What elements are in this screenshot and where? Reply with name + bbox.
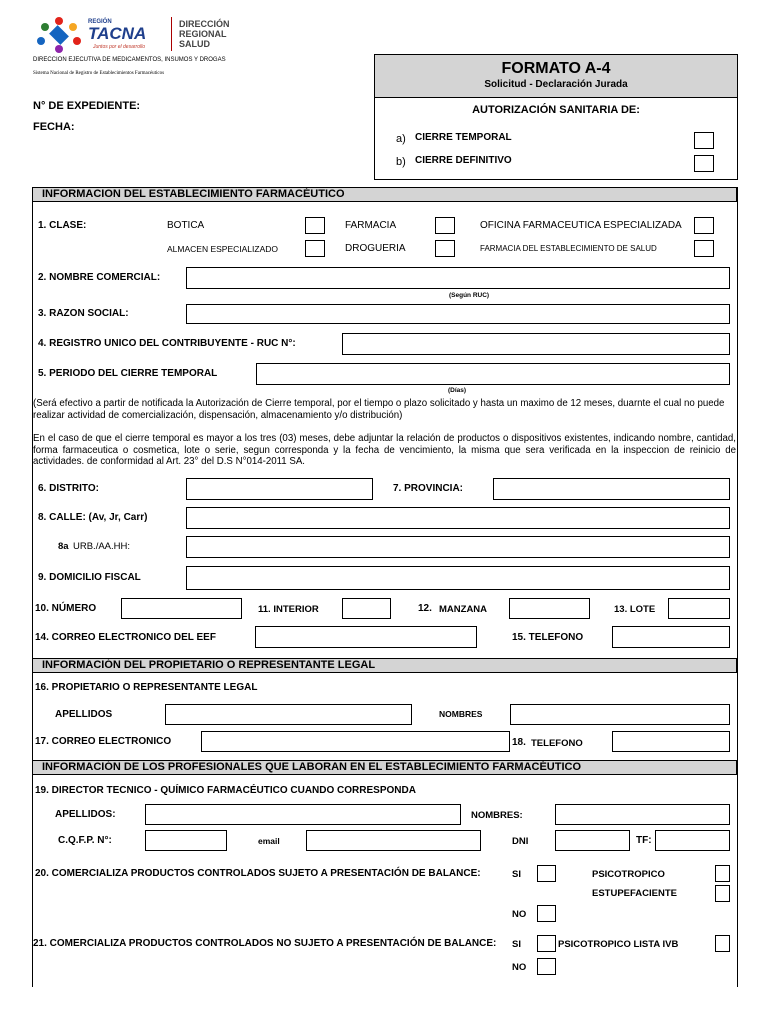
urb-input[interactable] xyxy=(186,536,730,558)
nombres-dt-label: NOMBRES: xyxy=(471,810,523,821)
oficina-checkbox[interactable] xyxy=(694,217,714,234)
manzana-input[interactable] xyxy=(509,598,590,619)
provincia-label: 7. PROVINCIA: xyxy=(393,483,464,494)
q20-psico-checkbox[interactable] xyxy=(715,865,730,882)
logo-name: TACNA xyxy=(88,24,147,43)
domicilio-input[interactable] xyxy=(186,566,730,590)
cqfp-label: C.Q.F.P. N°: xyxy=(58,835,112,846)
q21-no-label: NO xyxy=(512,962,527,973)
q21-psico-ivb-label: PSICOTROPICO LISTA IVB xyxy=(558,939,679,950)
director-label: 19. DIRECTOR TECNICO - QUÍMICO FARMACÉUTICO CUANDO CORRESPONDA xyxy=(35,785,416,796)
telefono-prop-input[interactable] xyxy=(612,731,730,752)
q20-si-label: SI xyxy=(512,869,521,880)
q21-si-checkbox[interactable] xyxy=(537,935,556,952)
q20-si-checkbox[interactable] xyxy=(537,865,556,882)
correo-eef-input[interactable] xyxy=(255,626,477,648)
apellidos-prop-label: APELLIDOS xyxy=(55,709,113,720)
propietario-label: 16. PROPIETARIO O REPRESENTANTE LEGAL xyxy=(35,682,258,693)
form-subtitle: Solicitud - Declaración Jurada xyxy=(484,79,628,90)
telefono-input[interactable] xyxy=(612,626,730,648)
distrito-label: 6. DISTRITO: xyxy=(38,483,99,494)
cierre-temporal-label: CIERRE TEMPORAL xyxy=(415,132,512,143)
razon-social-input[interactable] xyxy=(186,304,730,324)
correo-prop-input[interactable] xyxy=(201,731,510,752)
manzana-number: 12. xyxy=(418,603,432,614)
ruc-label: 4. REGISTRO UNICO DEL CONTRIBUYENTE - RUC N°: xyxy=(38,338,296,349)
q21-si-label: SI xyxy=(512,939,521,950)
cierre-note: (Será efectivo a partir de notificada la Autorización de Cierre temporal, por el tiempo o plazo solicitado y hasta un maximo de 12 meses, duarnte el cual no puede realizar actividad de comercialización, dispensación, almacenamiento y/o distribución) xyxy=(33,398,725,421)
interior-input[interactable] xyxy=(342,598,391,619)
dni-input[interactable] xyxy=(555,830,630,851)
logo xyxy=(33,15,243,55)
q20-no-checkbox[interactable] xyxy=(537,905,556,922)
farmacia-salud-label: FARMACIA DEL ESTABLECIMIENTO DE SALUD xyxy=(480,244,657,253)
logo-dept1: DIRECCIÓN xyxy=(179,19,230,29)
email-label: email xyxy=(258,836,280,846)
farmacia-salud-checkbox[interactable] xyxy=(694,240,714,257)
logo-tagline: Juntos por el desarrollo xyxy=(93,44,145,50)
dni-label: DNI xyxy=(512,836,529,847)
q20-no-label: NO xyxy=(512,909,527,920)
q21-label: 21. COMERCIALIZA PRODUCTOS CONTROLADOS NO SUJETO A PRESENTACIÓN DE BALANCE: xyxy=(33,938,497,949)
q21-no-checkbox[interactable] xyxy=(537,958,556,975)
apellidos-dt-input[interactable] xyxy=(145,804,461,825)
tacna-logo-icon xyxy=(33,15,85,55)
interior-label: 11. INTERIOR xyxy=(258,604,319,615)
botica-label: BOTICA xyxy=(167,220,205,231)
cqfp-input[interactable] xyxy=(145,830,227,851)
expediente-label: N° DE EXPEDIENTE: xyxy=(33,100,141,112)
form-title: FORMATO A-4 xyxy=(501,60,611,77)
drogueria-label: DROGUERIA xyxy=(345,243,406,254)
tf-input[interactable] xyxy=(655,830,730,851)
periodo-input[interactable] xyxy=(256,363,730,385)
system-name: Sistema Nacional de Registro de Establecimientos Farmacéuticos xyxy=(33,71,165,76)
farmacia-checkbox[interactable] xyxy=(435,217,455,234)
logo-dept2: REGIONAL xyxy=(179,29,227,39)
clase-label: 1. CLASE: xyxy=(38,220,87,231)
fecha-label: FECHA: xyxy=(33,121,75,133)
format-box xyxy=(374,54,738,180)
botica-checkbox[interactable] xyxy=(305,217,325,234)
section-propietario-header: INFORMACIÓN DEL PROPIETARIO O REPRESENTANTE LEGAL xyxy=(32,658,737,673)
telefono-prop-number: 18. xyxy=(512,737,526,748)
q20-estupe-label: ESTUPEFACIENTE xyxy=(592,888,677,899)
almacen-label: ALMACEN ESPECIALIZADO xyxy=(167,244,279,254)
dias-note: (Días) xyxy=(448,387,467,394)
almacen-checkbox[interactable] xyxy=(305,240,325,257)
cierre-temporal-checkbox[interactable] xyxy=(694,132,714,149)
telefono-label: 15. TELEFONO xyxy=(512,632,584,643)
option-b-letter: b) xyxy=(396,156,406,168)
option-a-letter: a) xyxy=(396,133,406,145)
correo-prop-label: 17. CORREO ELECTRONICO xyxy=(35,736,172,747)
nombres-dt-input[interactable] xyxy=(555,804,730,825)
agency-name: DIRECCION EJECUTIVA DE MEDICAMENTOS, INSUMOS Y DROGAS xyxy=(33,57,226,63)
section-profesionales-header: INFORMACIÓN DE LOS PROFESIONALES QUE LABORAN EN EL ESTABLECIMIENTO FARMACÉUTICO xyxy=(32,760,737,775)
q21-psico-ivb-checkbox[interactable] xyxy=(715,935,730,952)
ruc-input[interactable] xyxy=(342,333,730,355)
farmacia-label: FARMACIA xyxy=(345,220,397,231)
q20-label: 20. COMERCIALIZA PRODUCTOS CONTROLADOS SUJETO A PRESENTACIÓN DE BALANCE: xyxy=(35,868,481,879)
logo-region: REGIÓN xyxy=(88,19,112,25)
nombre-comercial-input[interactable] xyxy=(186,267,730,289)
calle-input[interactable] xyxy=(186,507,730,529)
numero-input[interactable] xyxy=(121,598,242,619)
calle-label: 8. CALLE: (Av, Jr, Carr) xyxy=(38,512,148,523)
q20-psico-label: PSICOTROPICO xyxy=(592,869,665,880)
lote-label: 13. LOTE xyxy=(614,604,656,615)
urb-number: 8a xyxy=(58,541,69,552)
drogueria-checkbox[interactable] xyxy=(435,240,455,257)
nombres-prop-label: NOMBRES xyxy=(439,709,483,719)
domicilio-label: 9. DOMICILIO FISCAL xyxy=(38,572,141,583)
telefono-prop-label: TELEFONO xyxy=(531,738,583,749)
lote-input[interactable] xyxy=(668,598,730,619)
nombres-prop-input[interactable] xyxy=(510,704,730,725)
auth-label: AUTORIZACIÓN SANITARIA DE: xyxy=(472,104,640,116)
cierre-definitivo-checkbox[interactable] xyxy=(694,155,714,172)
urb-label: URB./AA.HH: xyxy=(73,541,131,552)
segun-ruc-note: (Según RUC) xyxy=(449,292,490,299)
provincia-input[interactable] xyxy=(493,478,730,500)
email-input[interactable] xyxy=(306,830,481,851)
tf-label: TF: xyxy=(636,835,652,846)
nombre-comercial-label: 2. NOMBRE COMERCIAL: xyxy=(38,272,161,283)
razon-social-label: 3. RAZON SOCIAL: xyxy=(38,308,129,319)
cierre-definitivo-label: CIERRE DEFINITIVO xyxy=(415,155,512,166)
section-establecimiento-header: INFORMACION DEL ESTABLECIMIENTO FARMACÉUTICO xyxy=(32,187,737,202)
correo-eef-label: 14. CORREO ELECTRONICO DEL EEF xyxy=(35,632,216,643)
numero-label: 10. NÚMERO xyxy=(35,603,97,614)
logo-dept3: SALUD xyxy=(179,39,210,49)
apellidos-prop-input[interactable] xyxy=(165,704,412,725)
apellidos-dt-label: APELLIDOS: xyxy=(55,809,116,820)
oficina-label: OFICINA FARMACEUTICA ESPECIALIZADA xyxy=(480,220,682,231)
relacion-note: En el caso de que el cierre temporal es mayor a los tres (03) meses, debe adjuntar la relación de productos o dispositivos existentes, indicando nombre, cantidad, forma farmaceutica o cosmetica, lote o serie, segun corresponda y la fecha de vencimiento, la misma que sera verificada en la inspeccion de reinicio de actividades. de conformidad al Art. 23° del D.S N°014-2011 SA. xyxy=(33,433,736,467)
q20-estupe-checkbox[interactable] xyxy=(715,885,730,902)
distrito-input[interactable] xyxy=(186,478,373,500)
manzana-label: MANZANA xyxy=(439,604,488,615)
periodo-label: 5. PERIODO DEL CIERRE TEMPORAL xyxy=(38,368,218,379)
